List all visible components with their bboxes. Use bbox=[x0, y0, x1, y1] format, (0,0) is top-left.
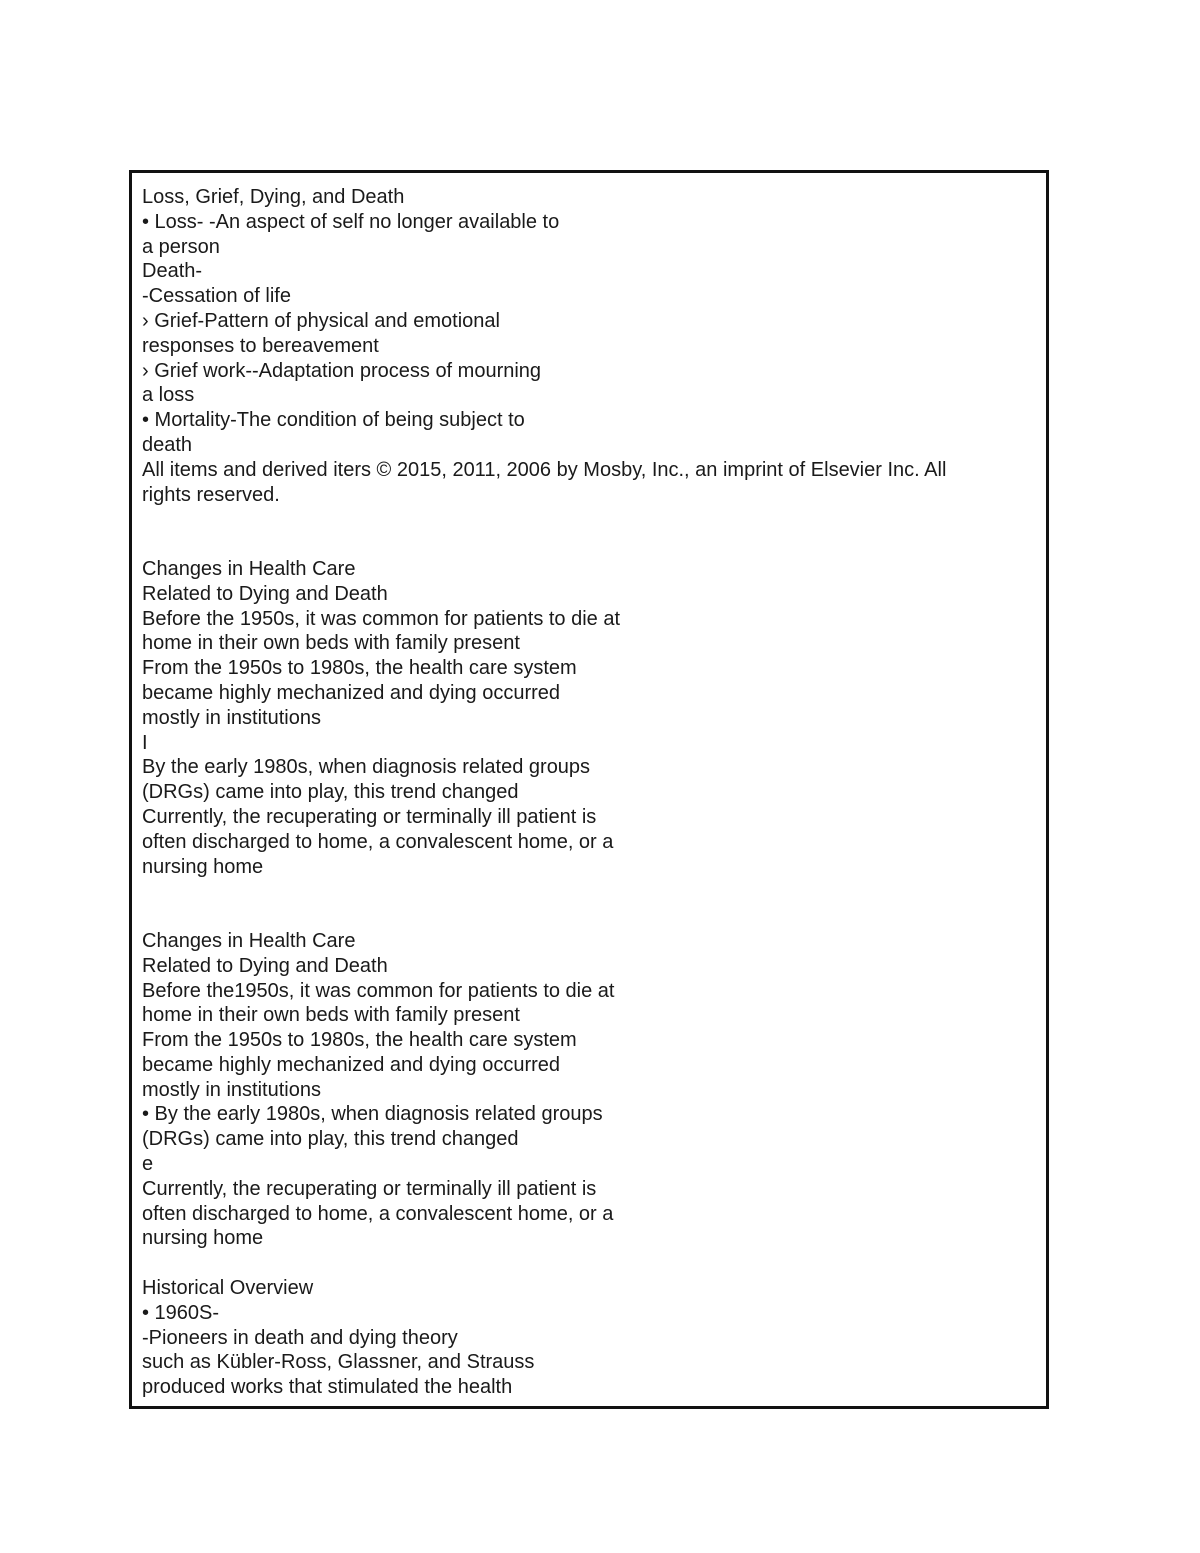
text-line: often discharged to home, a convalescent home, or a bbox=[142, 1202, 614, 1225]
document-frame bbox=[129, 170, 1049, 1409]
section-title: Loss, Grief, Dying, and Death bbox=[142, 186, 405, 208]
text-line: › Grief-Pattern of physical and emotional bbox=[142, 309, 500, 332]
section-changes-health-care-1 bbox=[142, 557, 1036, 879]
text-line: death bbox=[142, 433, 193, 456]
text-line: nursing home bbox=[142, 855, 264, 878]
text-line: nursing home bbox=[142, 1227, 264, 1250]
spacer bbox=[142, 532, 1036, 557]
spacer bbox=[142, 879, 1036, 904]
text-line: Before the1950s, it was common for patients to die at bbox=[142, 979, 615, 1002]
section-subtitle: Related to Dying and Death bbox=[142, 582, 388, 605]
text-line: Before the 1950s, it was common for patients to die at bbox=[142, 607, 621, 630]
text-line: became highly mechanized and dying occurred bbox=[142, 1053, 561, 1076]
text-line: (DRGs) came into play, this trend changed bbox=[142, 1128, 519, 1151]
text-line: I bbox=[142, 731, 148, 754]
text-line: Death- bbox=[142, 260, 203, 283]
text-line: mostly in institutions bbox=[142, 1078, 321, 1101]
section-changes-health-care-2 bbox=[142, 929, 1036, 1251]
section-loss-grief bbox=[142, 185, 1036, 507]
text-line: often discharged to home, a convalescent home, or a bbox=[142, 830, 614, 853]
text-line: became highly mechanized and dying occurred bbox=[142, 681, 561, 704]
text-line: • 1960S- bbox=[142, 1301, 220, 1324]
spacer bbox=[142, 1251, 1036, 1276]
text-line: a person bbox=[142, 235, 220, 258]
text-line: (DRGs) came into play, this trend changed bbox=[142, 781, 519, 804]
copyright-line: All items and derived iters © 2015, 2011, 2006 by Mosby, Inc., an imprint of Elsevier Inc. All bbox=[142, 458, 947, 481]
text-line: -Pioneers in death and dying theory bbox=[142, 1326, 458, 1349]
section-title: Changes in Health Care bbox=[142, 557, 356, 580]
text-line: From the 1950s to 1980s, the health care system bbox=[142, 1029, 577, 1052]
text-line: • Mortality-The condition of being subject to bbox=[142, 409, 525, 432]
copyright-line: rights reserved. bbox=[142, 483, 280, 506]
text-line: home in their own beds with family present bbox=[142, 632, 520, 655]
text-line: From the 1950s to 1980s, the health care system bbox=[142, 657, 577, 680]
document-content bbox=[142, 185, 1036, 1400]
text-line: produced works that stimulated the health bbox=[142, 1376, 513, 1399]
section-title: Changes in Health Care bbox=[142, 929, 356, 952]
text-line: such as Kübler-Ross, Glassner, and Strauss bbox=[142, 1351, 535, 1374]
text-line: › Grief work--Adaptation process of mourning bbox=[142, 359, 542, 382]
spacer bbox=[142, 507, 1036, 532]
text-line: e bbox=[142, 1153, 154, 1176]
text-line: Currently, the recuperating or terminally ill patient is bbox=[142, 1177, 597, 1200]
text-line: mostly in institutions bbox=[142, 706, 321, 729]
section-subtitle: Related to Dying and Death bbox=[142, 954, 388, 977]
spacer bbox=[142, 904, 1036, 929]
text-line: • Loss- -An aspect of self no longer available to bbox=[142, 210, 560, 233]
section-title: Historical Overview bbox=[142, 1277, 314, 1300]
section-historical-overview bbox=[142, 1276, 1036, 1400]
text-line: -Cessation of life bbox=[142, 285, 291, 308]
text-line: Currently, the recuperating or terminally ill patient is bbox=[142, 805, 597, 828]
text-line: a loss bbox=[142, 384, 195, 407]
text-line: • By the early 1980s, when diagnosis related groups bbox=[142, 1103, 603, 1126]
text-line: home in their own beds with family present bbox=[142, 1004, 520, 1027]
text-line: responses to bereavement bbox=[142, 334, 379, 357]
text-line: By the early 1980s, when diagnosis related groups bbox=[142, 756, 591, 779]
